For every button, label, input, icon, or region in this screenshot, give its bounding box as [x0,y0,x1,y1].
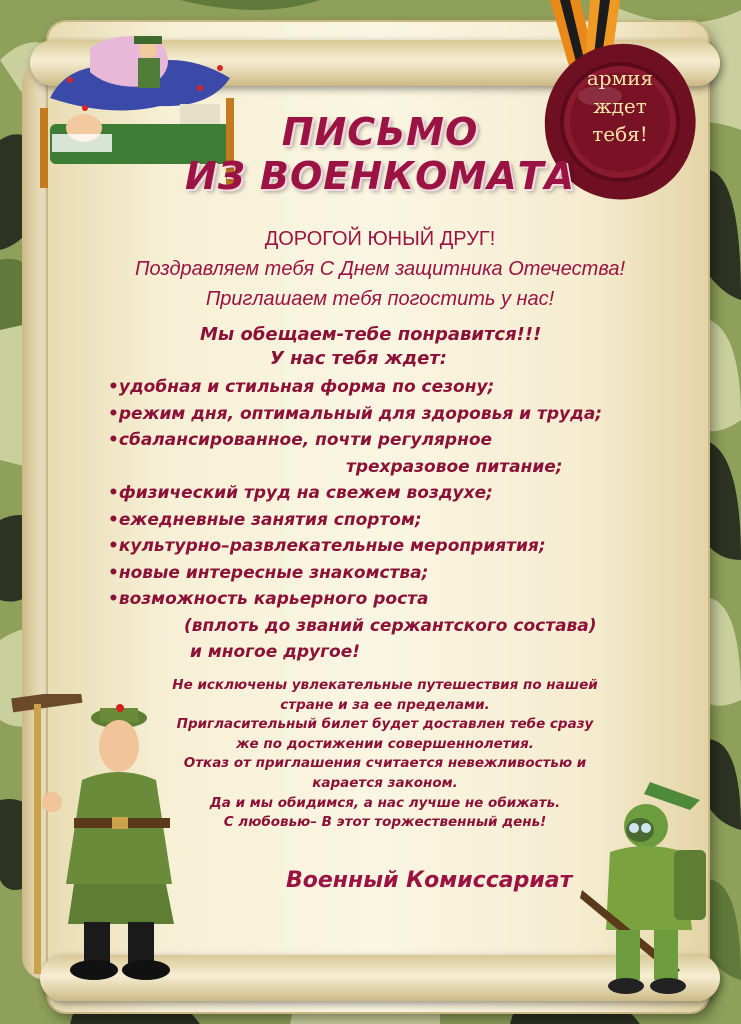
notes-block [150,676,620,833]
list-item: •режим дня, оптимальный для здоровья и труда; [108,403,603,424]
list-item: •ежедневные занятия спортом; [108,509,422,530]
seal-line: ждет [593,94,647,118]
list-item: и многое другое! [190,642,360,662]
list-item: •возможность карьерного роста [108,589,429,609]
seal-line: тебя! [592,122,648,146]
title-line: ИЗ ВОЕНКОМАТА [185,154,575,198]
greeting-line: Поздравляем тебя С Днем защитника Отечества! [134,258,626,280]
note-line: же по достижении совершеннолетия. [236,735,534,752]
list-item: •сбалансированное, почти регулярное [108,430,493,450]
note-line: стране и за ее пределами. [280,696,490,713]
list-item: •новые интересные знакомства; [108,562,429,583]
note-line: карается законом. [312,774,458,791]
signature: Военный Комиссариат [286,868,573,893]
page-title [170,110,590,198]
list-item: трехразовое питание; [346,456,563,477]
list-item: •культурно–развлекательные мероприятия; [108,536,546,556]
list-item: •физический труд на свежем воздухе; [108,483,493,503]
greeting-line: Приглашаем тебя погостить у нас! [205,288,555,310]
soldier-with-gas-mask-icon [580,780,730,1000]
list-item: (вплоть до званий сержантского состава) [184,615,597,636]
benefits-list [108,374,708,666]
note-line: Отказ от приглашения считается невежливостью и [183,755,587,772]
note-line: С любовью– В этот торжественный день! [223,814,547,831]
note-line: Пригласительный билет будет доставлен тебе сразу [176,716,594,733]
note-line: Да и мы обидимся, а нас лучше не обижать. [209,794,561,811]
promise-line: У нас тебя ждет: [270,348,447,369]
greeting-line: ДОРОГОЙ ЮНЫЙ ДРУГ! [264,228,496,250]
title-line: ПИСЬМО [281,110,479,154]
soldier-with-broom-icon [4,694,204,994]
seal-line: армия [586,66,654,90]
promise-line: Мы обещаем-тебе понравится!!! [200,324,542,345]
list-item: •удобная и стильная форма по сезону; [108,377,495,397]
note-line: Не исключены увлекательные путешествия по нашей [172,677,598,693]
